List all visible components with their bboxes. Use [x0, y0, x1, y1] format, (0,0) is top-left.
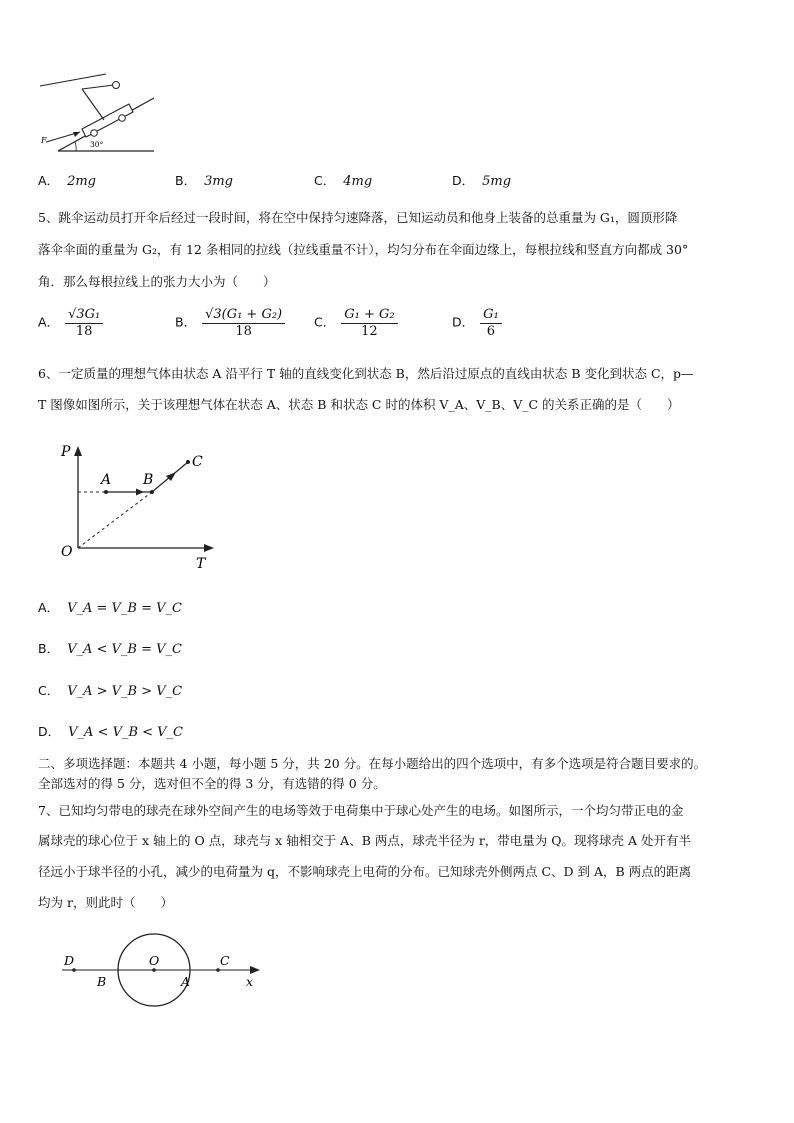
state-a-label: A	[101, 472, 112, 488]
point-c-label: C	[220, 953, 230, 968]
q6-option-d[interactable]: D． V_A < V_B < V_C	[38, 724, 184, 740]
q5-option-b[interactable]: B． $\frac{\text{√3(G₁ + G₂)}}{18}$	[175, 306, 285, 340]
point-o	[152, 968, 156, 972]
q7-stem-line: 径远小于球半径的小孔，减少的电荷量为 q，不影响球壳上电荷的分布。已知球壳外侧两点 C、D 到 A，B 两点的距离	[38, 864, 692, 879]
point-a-label: A	[181, 974, 191, 989]
q6-stem-line: T 图像如图所示，关于该理想气体在状态 A、状态 B 和状态 C 时的体积 V_A、V_B、V_C 的关系正确的是（ ）	[38, 397, 680, 412]
q5-option-a[interactable]: A． $\frac{\text{√3G₁}}{18}$	[38, 306, 103, 340]
point-d-label: D	[64, 953, 75, 968]
p-axis-label: P	[61, 444, 71, 460]
q5-stem-line: 落伞伞面的重量为 G₂，有 12 条相同的拉线（拉线重量不计），均匀分布在伞面边缘上，每根拉线和竖直方向都成 30°	[38, 242, 689, 257]
section-heading: 全部选对的得 5 分，选对但不全的得 3 分，有选错的得 0 分。	[38, 776, 386, 791]
pendulum-ball	[113, 82, 120, 89]
t-axis-label: T	[196, 556, 206, 572]
q6-stem-line: 6、一定质量的理想气体由状态 A 沿平行 T 轴的直线变化到状态 B，然后沿过原点的直线由状态 B 变化到状态 C，p—	[38, 366, 694, 381]
q7-stem-line: 属球壳的球心位于 x 轴上的 O 点，球壳与 x 轴相交于 A、B 两点，球壳半径为 r，带电量为 Q。现将球壳 A 处开有半	[38, 833, 691, 848]
q7-stem-line: 均为 r，则此时（ ）	[38, 895, 173, 910]
point-c	[216, 968, 220, 972]
point-b-label: B	[97, 974, 107, 989]
sphere-figure	[56, 932, 266, 1008]
fraction: $\frac{\text{G₁ + G₂}}{12}$	[341, 306, 397, 340]
cart-wheel	[91, 130, 98, 137]
cart-wheel	[119, 115, 126, 122]
incline-figure	[36, 72, 160, 156]
q5-stem-line: 5、跳伞运动员打开伞后经过一段时间，将在空中保持匀速降落，已知运动员和他身上装备的总重量为 G₁，圆顶形降	[38, 210, 678, 225]
fraction: $\frac{\text{√3G₁}}{18}$	[65, 306, 103, 340]
fraction: $\frac{\text{G₁}}{6}$	[480, 306, 502, 340]
q4-option-a[interactable]: A． 2mg	[38, 173, 96, 189]
q7-stem-line: 7、已知均匀带电的球壳在球外空间产生的电场等效于电荷集中于球心处产生的电场。如图所示，一个均匀带正电的金	[38, 803, 684, 818]
force-label: F	[41, 136, 47, 145]
q4-option-c[interactable]: C． 4mg	[314, 173, 373, 189]
q5-option-d[interactable]: D． $\frac{\text{G₁}}{6}$	[452, 306, 502, 340]
q5-option-c[interactable]: C． $\frac{\text{G₁ + G₂}}{12}$	[314, 306, 398, 340]
x-axis-label: x	[246, 974, 254, 989]
q4-option-b[interactable]: B． 3mg	[175, 173, 233, 189]
q4-option-d[interactable]: D． 5mg	[452, 173, 512, 189]
state-b-label: B	[143, 472, 154, 488]
state-c-label: C	[192, 454, 203, 470]
state-b-point	[150, 490, 154, 494]
origin-label: O	[61, 544, 73, 560]
point-d	[72, 968, 76, 972]
state-c-point	[186, 460, 190, 464]
section-heading: 二、多项选择题：本题共 4 小题，每小题 5 分，共 20 分。在每小题给出的四个选项中，有多个选项是符合题目要求的。	[38, 756, 707, 771]
cart-body	[82, 104, 133, 137]
pt-graph	[56, 440, 226, 576]
state-a-point	[104, 490, 108, 494]
q5-stem-line: 角．那么每根拉线上的张力大小为（ ）	[38, 274, 276, 289]
q6-option-a[interactable]: A． V_A = V_B = V_C	[38, 600, 182, 616]
point-o-label: O	[149, 953, 160, 968]
fraction: $\frac{\text{√3(G₁ + G₂)}}{18}$	[202, 306, 285, 340]
q6-option-c[interactable]: C． V_A > V_B > V_C	[38, 683, 183, 699]
q6-option-b[interactable]: B． V_A < V_B = V_C	[38, 641, 182, 657]
angle-label: 30°	[90, 140, 104, 149]
